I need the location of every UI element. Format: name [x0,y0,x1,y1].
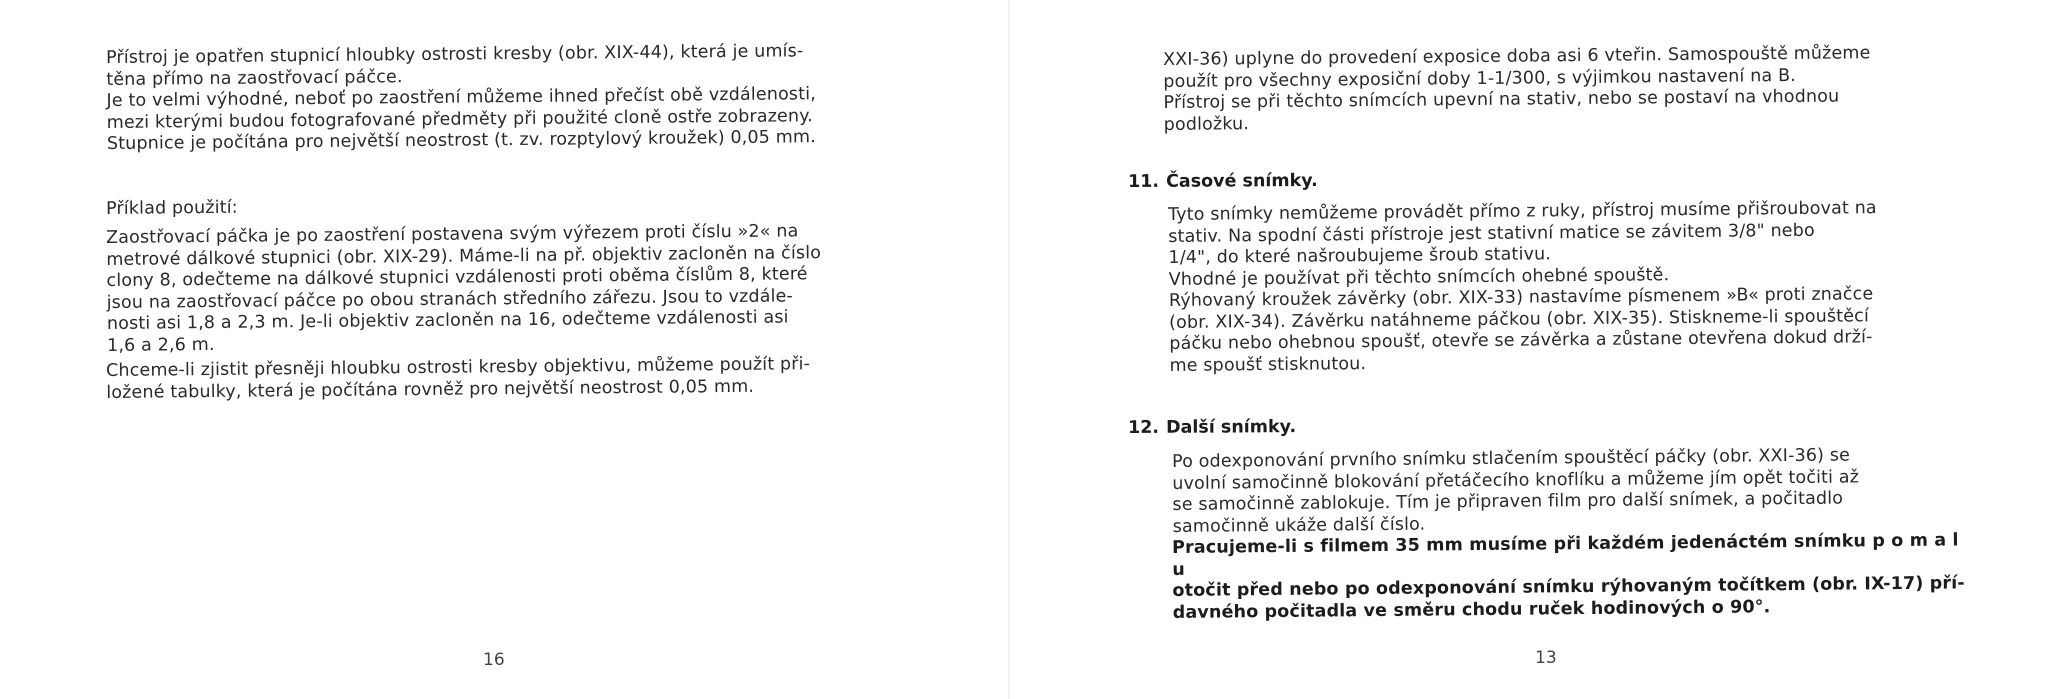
section-title: Časové snímky. [1165,171,1318,192]
paragraph-self-timer-continued: XXI-36) uplyne do provedení exposice doba asi 6 vteřin. Samospouště můžeme použít pro všechny exposiční doby 1-1/300, s výjimkou nastavení na B. Přístroj se při těchto snímcích upevní na stativ, nebo se postaví na vhodnou podložku. [1163,43,1871,135]
paragraph-example-heading: Příklad použití: [106,197,238,219]
page-number-left: 16 [483,650,505,670]
paragraph-35mm-note: Pracujeme-li s filmem 35 mm musíme při každém jedenáctém snímku p o m a l u otočit před nebo po odexponování snímku rýhovaným točítkem (obr. IX-17) pří- davného počitadla ve směru chodu ruček hodinových o 90°. [1172,530,1965,623]
section-heading-next-shots [1128,417,1296,439]
paragraph-depth-table: Chceme-li zjistit přesněji hloubku ostrosti kresby objektivu, můžeme použít při- ložené tabulky, která je počítána rovněž pro největší neostrost 0,05 mm. [106,354,811,403]
paragraph-depth-scale: Přístroj je opatřen stupnicí hloubky ostrosti kresby (obr. XIX-44), která je umís- těna přímo na zaostřovací páčce. Je to velmi výhodné, neboť po zaostření můžeme ihned přečíst obě vzdálenosti, mezi kterými budou fotografované předměty při použité cloně ostře zobrazeny. Stupnice je počítána pro největší neostrost (t. zv. rozptylový kroužek) 0,05 mm. [106,41,816,154]
left-page [0,0,1010,699]
section-heading-time-exposures [1128,171,1318,193]
right-page [1010,0,2048,699]
page-number-right: 13 [1535,648,1557,668]
paragraph-example-usage: Zaostřovací páčka je po zaostření postavena svým výřezem proti číslu »2« na metrové dálkové stupnici (obr. XIX-29). Máme-li na př. objektiv zacloněn na číslo clony 8, odečteme na dálkové stupnici vzdálenosti proti oběma číslům 8, které jsou na zaostřovací páčce po obou stranách středního zářezu. Jsou to vzdále- nosti asi 1,8 a 2,3 m. Je-li objektiv zacloněn na 16, odečteme vzdálenosti asi 1,6 a 2,6 m. [106,221,822,356]
section-number: 11. [1128,171,1160,192]
paragraph-next-shots: Po odexponování prvního snímku stlačením spouštěcí páčky (obr. XXI-36) se uvolní samočinně blokování přetáčecího knoflíku a můžeme jím opět točiti až se samočinně zablokuje. Tím je připraven film pro další snímek, a počitadlo samočinně ukáže další číslo. [1172,445,1860,537]
section-number: 12. [1128,417,1160,438]
paragraph-time-exposures: Tyto snímky nemůžeme provádět přímo z ruky, přístroj musíme přišroubovat na stativ. Na spodní části přístroje jest stativní matice se závitem 3/8" nebo 1/4", do které našroubujeme šroub stativu. Vhodné je používat při těchto snímcích ohebné spouště. Rýhovaný kroužek závěrky (obr. XIX-33) nastavíme písmenem »B« proti značce (obr. XIX-34). Závěrku natáhneme páčkou (obr. XIX-35). Stiskneme-li spouštěcí páčku nebo ohebnou spoušť, otevře se závěrka a zůstane otevřena dokud drží- me spoušť stisknutou. [1168,198,1877,376]
section-title: Další snímky. [1165,417,1297,438]
